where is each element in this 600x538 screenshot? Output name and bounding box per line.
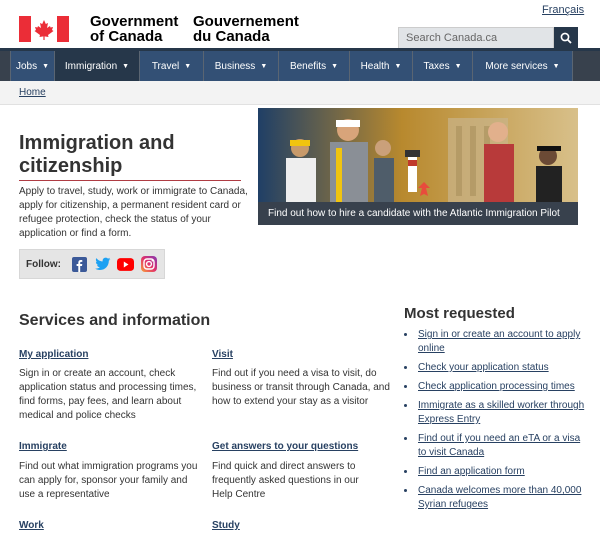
language-toggle-link[interactable]: Français <box>542 4 585 16</box>
most-requested-link[interactable]: Sign in or create an account to apply online <box>418 329 581 354</box>
banner-caption[interactable]: Find out how to hire a candidate with the Atlantic Immigration Pilot <box>258 202 578 225</box>
service-desc-immigrate: Find out what immigration programs you can apply for, sponsor your family and use a representative <box>19 461 198 500</box>
list-item <box>416 328 586 356</box>
search-input[interactable] <box>398 27 554 49</box>
most-requested-link[interactable]: Immigrate as a skilled worker through Express Entry <box>418 400 585 425</box>
chevron-down-icon: ▼ <box>260 62 268 70</box>
list-item <box>416 484 586 512</box>
menu-item-jobs[interactable]: Jobs ▼ <box>10 51 54 81</box>
feature-banner[interactable] <box>258 108 578 225</box>
canada-flag-logo[interactable] <box>19 16 69 42</box>
search-form <box>398 27 578 49</box>
menu-item-immigration[interactable]: Immigration ▼ <box>54 51 139 81</box>
search-button[interactable] <box>554 27 578 49</box>
menu-item-benefits[interactable]: Benefits ▼ <box>278 51 349 81</box>
social-follow-bar <box>19 249 165 279</box>
facebook-icon[interactable] <box>71 256 88 273</box>
service-link-immigrate[interactable]: Immigrate <box>19 441 67 452</box>
follow-label: Follow: <box>26 258 61 270</box>
service-link-study[interactable]: Study <box>212 520 240 531</box>
breadcrumb-home-link[interactable]: Home <box>19 87 46 98</box>
menu-item-travel[interactable]: Travel ▼ <box>139 51 203 81</box>
menu-item-health[interactable]: Health ▼ <box>349 51 412 81</box>
most-requested-link[interactable]: Check application processing times <box>418 381 575 392</box>
chevron-down-icon: ▼ <box>122 62 130 70</box>
service-desc-visit: Find out if you need a visa to visit, do business or transit through Canada, and how to extend your stay as a visitor <box>212 368 390 407</box>
most-requested-link[interactable]: Canada welcomes more than 40,000 Syrian refugees <box>418 485 582 510</box>
service-desc-my-application: Sign in or create an account, check application status and processing times, find forms, pay fees, and learn about medical and police checks <box>19 368 197 421</box>
list-item <box>416 399 586 427</box>
menu-item-business[interactable]: Business ▼ <box>203 51 278 81</box>
breadcrumb <box>0 81 600 105</box>
chevron-down-icon: ▼ <box>454 62 462 70</box>
services-heading: Services and information <box>19 312 211 329</box>
chevron-down-icon: ▼ <box>184 62 192 70</box>
main-menu <box>10 51 573 81</box>
youtube-icon[interactable] <box>117 256 134 273</box>
service-link-get-answers[interactable]: Get answers to your questions <box>212 441 359 452</box>
most-requested-heading: Most requested <box>404 305 515 322</box>
most-requested-link[interactable]: Find out if you need an eTA or a visa to visit Canada <box>418 433 581 458</box>
menu-item-more-services[interactable]: More services ▼ <box>472 51 573 81</box>
signature-french: Gouvernement du Canada <box>193 13 299 45</box>
most-requested-link[interactable]: Find an application form <box>418 466 525 477</box>
most-requested-link[interactable]: Check your application status <box>418 362 549 373</box>
most-requested-list <box>416 328 586 517</box>
title-underline <box>19 180 241 181</box>
chevron-down-icon: ▼ <box>42 62 50 70</box>
menu-item-taxes[interactable]: Taxes ▼ <box>412 51 472 81</box>
twitter-icon[interactable] <box>94 256 111 273</box>
page-title: Immigration and citizenship <box>19 132 175 177</box>
banner-image <box>258 108 578 202</box>
main-menu-bar <box>0 48 600 81</box>
list-item <box>416 465 586 479</box>
signature-english: Government of Canada <box>90 13 179 45</box>
instagram-icon[interactable] <box>140 256 157 273</box>
service-link-visit[interactable]: Visit <box>212 349 233 360</box>
service-link-work[interactable]: Work <box>19 520 44 531</box>
search-icon <box>560 32 572 44</box>
chevron-down-icon: ▼ <box>331 62 339 70</box>
list-item <box>416 432 586 460</box>
list-item <box>416 361 586 375</box>
service-link-my-application[interactable]: My application <box>19 349 89 360</box>
intro-text: Apply to travel, study, work or immigrate to Canada, apply for citizenship, a permanent resident card or refugee protection, check the status of your application or find a form. <box>19 186 248 239</box>
service-desc-get-answers: Find quick and direct answers to frequently asked questions in our Help Centre <box>212 461 359 500</box>
chevron-down-icon: ▼ <box>394 62 402 70</box>
list-item <box>416 380 586 394</box>
chevron-down-icon: ▼ <box>552 62 560 70</box>
